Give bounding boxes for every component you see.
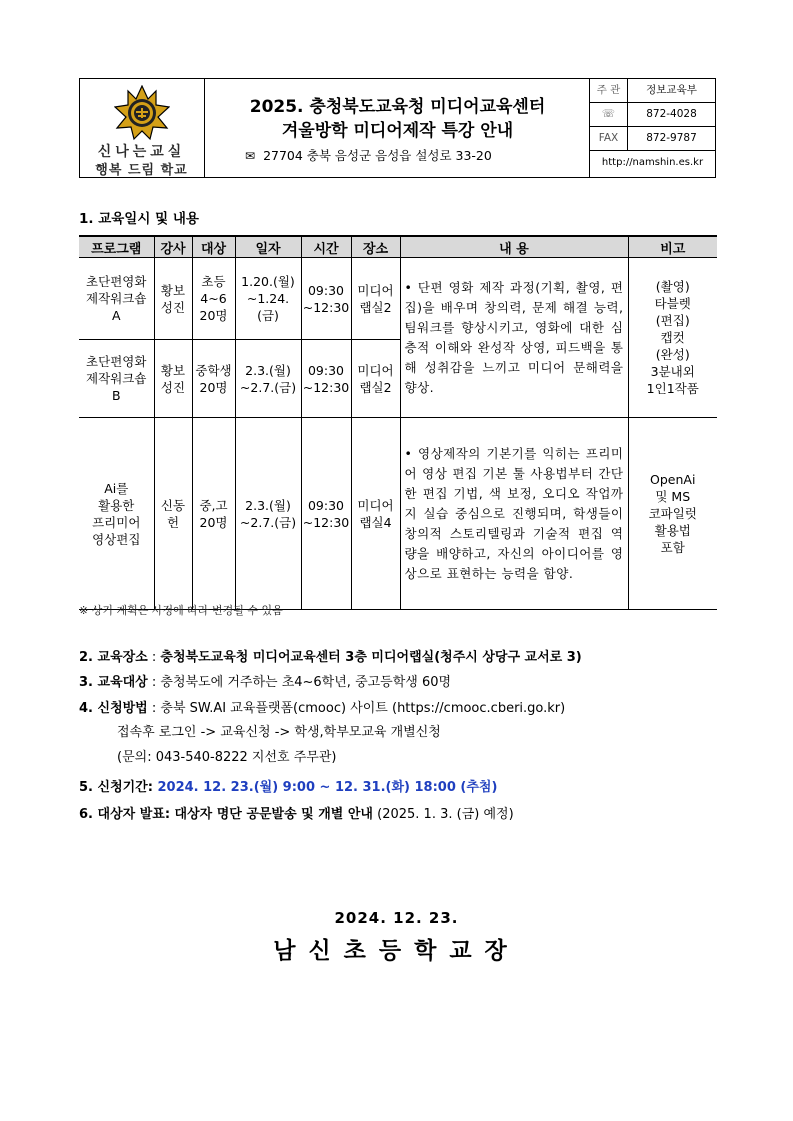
section6-value: (2025. 1. 3. (금) 예정) [373, 807, 514, 822]
table-row [79, 418, 717, 610]
instructor-cell: 황보 성진 [154, 340, 192, 418]
table-header-row [79, 236, 717, 258]
place-cell: 미디어 랩실4 [351, 418, 400, 610]
school-address [245, 146, 492, 164]
envelope-icon: ✉ [245, 149, 256, 163]
section2-sep: : [147, 650, 161, 665]
section2-line [79, 646, 582, 665]
time-cell: 09:30 ~12:30 [301, 340, 351, 418]
section6-line [79, 803, 514, 822]
date-cell: 2.3.(월) ~2.7.(금) [235, 418, 301, 610]
note-cell: (촬영) 타블렛 (편집) 캡컷 (완성) 3분내외 1인1작품 [628, 258, 717, 418]
time-cell: 09:30 ~12:30 [301, 418, 351, 610]
logo-cell [80, 79, 205, 177]
section4-label: 4. 신청방법 [79, 701, 148, 716]
col-header-content: 내 용 [400, 236, 628, 258]
section4-steps: 접속후 로그인 -> 교육신청 -> 학생,학부모교육 개별신청 [117, 725, 441, 740]
section3-value: 충청북도에 거주하는 초4~6학년, 중고등학생 60명 [160, 675, 452, 690]
col-header-program: 프로그램 [79, 236, 154, 258]
target-cell: 초등 4~6 20명 [192, 258, 235, 340]
target-cell: 중,고 20명 [192, 418, 235, 610]
dept-value: 정보교육부 [646, 84, 697, 96]
section4-sep: : [147, 701, 161, 716]
col-header-instructor: 강사 [154, 236, 192, 258]
info-row-website [590, 151, 715, 177]
note-cell: OpenAi 및 MS 코파일럿 활용법 포함 [628, 418, 717, 610]
content-cell: • 단편 영화 제작 과정(기획, 촬영, 편집)을 배우며 창의력, 문제 해결 능력, 팀워크를 향상시키고, 영화에 대한 심층적 이해와 완성작 상영, 피드백을 통해 성취감을 느끼고 미디어 문해력을 향상. [400, 258, 628, 418]
telephone-icon: ☏ [590, 103, 628, 126]
col-header-date: 일자 [235, 236, 301, 258]
col-header-target: 대상 [192, 236, 235, 258]
content-cell: • 영상제작의 기본기를 익히는 프리미어 영상 편집 기본 툴 사용법부터 간단한 편집 기법, 색 보정, 오디오 작업까지 실습 중심으로 진행되며, 학생들이 창의적 스토리텔링과 기술적 편집 역량을 배양하고, 자신의 아이디어를 영상으로 표현하는 능력을 함양. [400, 418, 628, 610]
section4-line [79, 697, 565, 716]
phone-value: 872-4028 [646, 108, 697, 120]
section3-line [79, 671, 451, 690]
col-header-time: 시간 [301, 236, 351, 258]
fax-label: FAX [590, 127, 628, 150]
program-cell: Ai를 활용한 프리미어 영상편집 [79, 418, 154, 610]
contact-info [590, 79, 715, 177]
date-cell: 2.3.(월) ~2.7.(금) [235, 340, 301, 418]
info-row-dept [590, 79, 715, 103]
section5-line [79, 776, 497, 795]
instructor-cell: 황보 성진 [154, 258, 192, 340]
table-row [79, 258, 717, 340]
dept-label: 주 관 [590, 79, 628, 102]
section2-value: 충청북도교육청 미디어교육센터 3층 미디어랩실(청주시 상당구 교서로 3) [160, 650, 582, 665]
time-cell: 09:30 ~12:30 [301, 258, 351, 340]
program-table [79, 235, 717, 610]
target-cell: 중학생 20명 [192, 340, 235, 418]
program-cell: 초단편영화 제작워크숍 A [79, 258, 154, 340]
place-cell: 미디어 랩실2 [351, 258, 400, 340]
info-row-fax [590, 127, 715, 151]
section3-label: 3. 교육대상 [79, 675, 148, 690]
instructor-cell: 신동헌 [154, 418, 192, 610]
info-row-phone [590, 103, 715, 127]
fax-value: 872-9787 [646, 132, 697, 144]
document-subtitle: 겨울방학 미디어제작 특강 안내 [281, 121, 514, 141]
header-box [79, 78, 716, 178]
table-footnote: ※ 상기 계획은 사정에 따라 변경될 수 있음 [79, 604, 283, 617]
document-title: 2025. 충청북도교육청 미디어교육센터 [249, 97, 546, 117]
address-text: 27704 충북 음성군 음성읍 설성로 33-20 [263, 148, 492, 163]
section5-value: 2024. 12. 23.(월) 9:00 ~ 12. 31.(화) 18:00 (추첨) [152, 780, 498, 795]
school-emblem-icon [114, 85, 170, 141]
section3-sep: : [147, 675, 161, 690]
school-slogan-sub: 행복 드림 학교 [95, 163, 188, 178]
date-cell: 1.20.(월) ~1.24.(금) [235, 258, 301, 340]
col-header-note: 비고 [628, 236, 717, 258]
section5-label: 5. 신청기간: [79, 780, 153, 795]
col-header-place: 장소 [351, 236, 400, 258]
section1-heading: 1. 교육일시 및 내용 [79, 211, 199, 227]
section6-label: 6. 대상자 발표: 대상자 명단 공문발송 및 개별 안내 [79, 807, 373, 822]
section2-label: 2. 교육장소 [79, 650, 148, 665]
program-cell: 초단편영화 제작워크숍 B [79, 340, 154, 418]
title-cell [205, 79, 590, 177]
issue-date: 2024. 12. 23. [334, 909, 459, 927]
website-link[interactable]: http://namshin.es.kr [601, 157, 704, 168]
section4-value[interactable]: 충북 SW.AI 교육플랫폼(cmooc) 사이트 (https://cmooc.cberi.go.kr) [160, 701, 566, 716]
principal-signature: 남신초등학교장 [273, 938, 520, 964]
section4-contact: (문의: 043-540-8222 지선호 주무관) [117, 750, 337, 765]
school-slogan: 신나는교실 [97, 144, 186, 160]
place-cell: 미디어 랩실2 [351, 340, 400, 418]
